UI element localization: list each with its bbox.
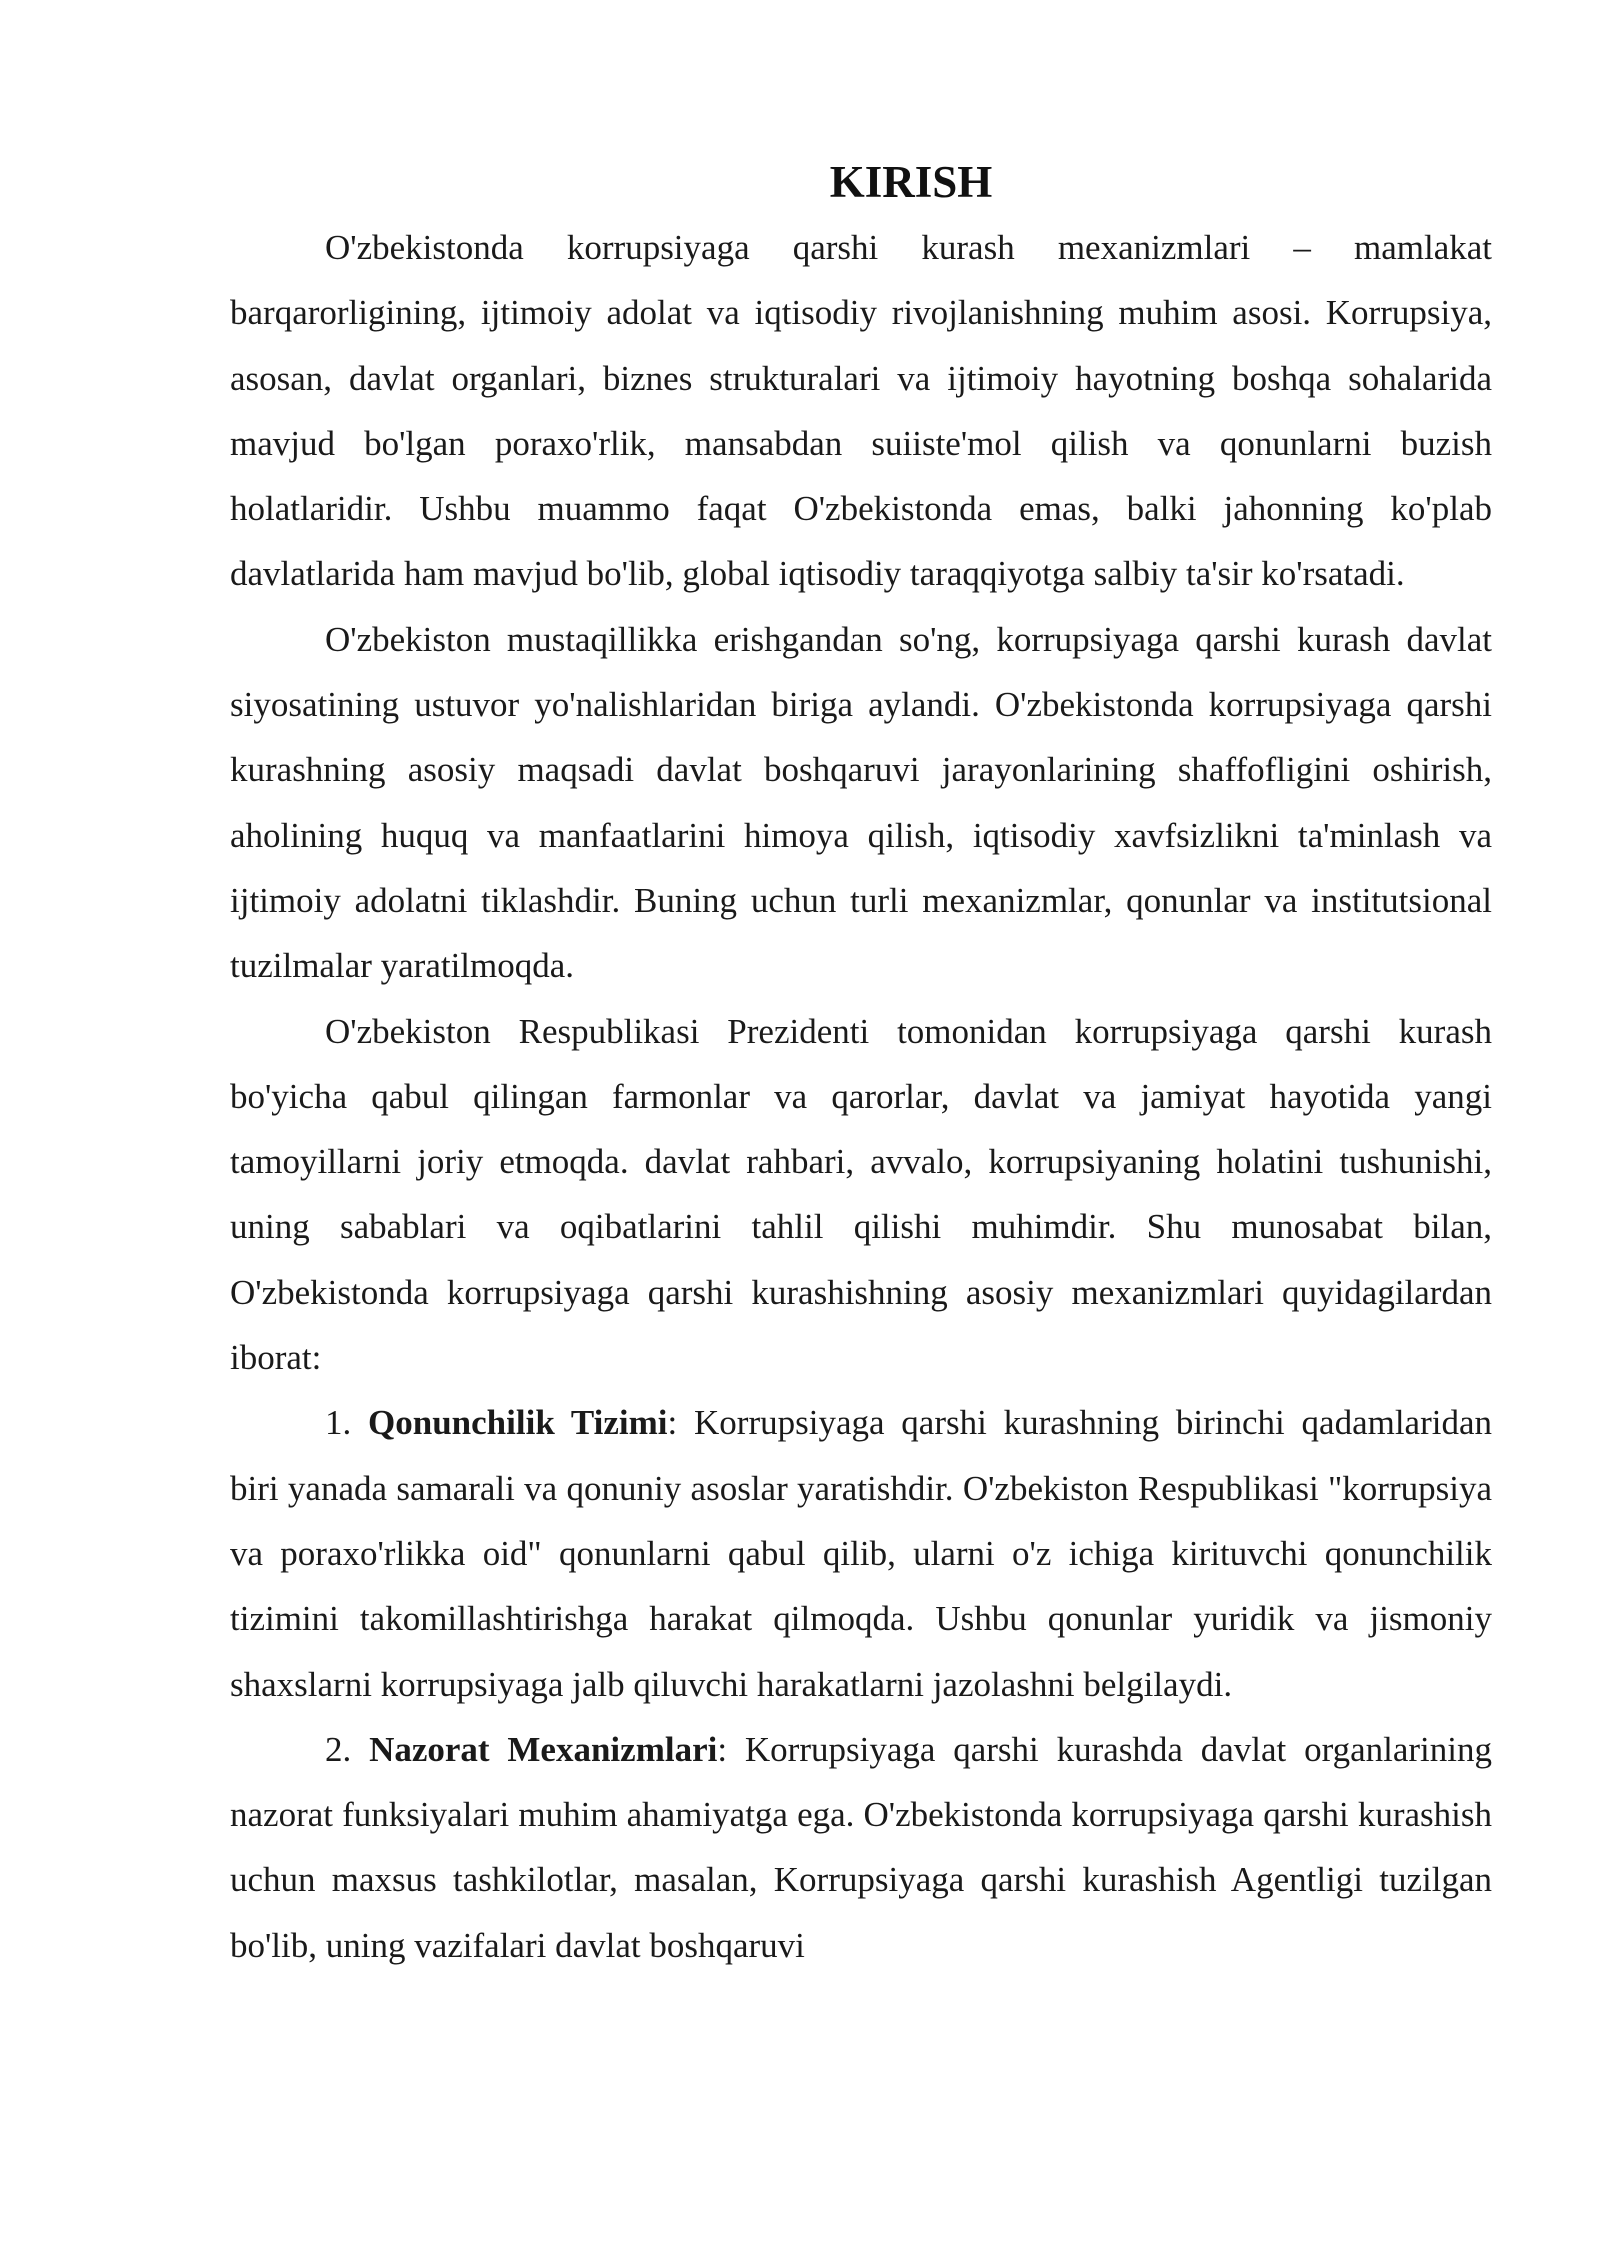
document-body xyxy=(230,150,1492,1978)
list-item-term: Qonunchilik Tizimi xyxy=(368,1403,668,1443)
list-item-separator: : xyxy=(717,1729,728,1769)
paragraph-intro: O'zbekistonda korrupsiyaga qarshi kurash mexanizmlari – mamlakat barqarorligining, ijtimoiy adolat va iqtisodiy rivojlanishning muhim asosi. Korrupsiya, asosan, davlat organlari, biznes strukturalari va ijtimoiy hayotning boshqa sohalarida mavjud bo'lgan poraxo'rlik, mansabdan suiiste'mol qilish va qonunlarni buzish holatlaridir. Ushbu muammo faqat O'zbekistonda emas, balki jahonning ko'plab davlatlarida ham mavjud bo'lib, global iqtisodiy taraqqiyotga salbiy ta'sir ko'rsatadi. xyxy=(230,228,1492,594)
list-item-text: Korrupsiyaga qarshi kurashda davlat organlarining nazorat funksiyalari muhim ahamiyatga ega. O'zbekistonda korrupsiyaga qarshi kurashish uchun maxsus tashkilotlar, masalan, Korrupsiyaga qarshi kurashish Agentligi tuzilgan bo'lib, uning vazifalari davlat boshqaruvi xyxy=(230,1729,1493,1965)
paragraph-independence: O'zbekiston mustaqillikka erishgandan so'ng, korrupsiyaga qarshi kurash davlat siyosatining ustuvor yo'nalishlaridan biriga aylandi. O'zbekistonda korrupsiyaga qarshi kurashning asosiy maqsadi davlat boshqaruvi jarayonlarining shaffofligini oshirish, aholining huquq va manfaatlarini himoya qilish, iqtisodiy xavfsizlikni ta'minlash va ijtimoiy adolatni tiklashdir. Buning uchun turli mexanizmlar, qonunlar va institutsional tuzilmalar yaratilmoqda. xyxy=(230,619,1492,986)
page-title: KIRISH xyxy=(829,157,993,207)
paragraph-president: O'zbekiston Respublikasi Prezidenti tomonidan korrupsiyaga qarshi kurash bo'yicha qabul qilingan farmonlar va qarorlar, davlat va jamiyat hayotida yangi tamoyillarni joriy etmoqda. davlat rahbari, avvalo, korrupsiyaning holatini tushunishi, uning sabablari va oqibatlarini tahlil qilishi muhimdir. Shu munosabat bilan, O'zbekistonda korrupsiyaga qarshi kurashishning asosiy mexanizmlari quyidagilardan iborat: xyxy=(230,1011,1492,1378)
list-item-term: Nazorat Mexanizmlari xyxy=(369,1729,718,1769)
list-item-number: 1. xyxy=(325,1403,352,1443)
list-item-text: Korrupsiyaga qarshi kurashning birinchi qadamlaridan biri yanada samarali va qonuniy asoslar yaratishdir. O'zbekiston Respublikasi "korrupsiya va poraxo'rlikka oid" qonunlarni qabul qilib, ularni o'z ichiga kirituvchi qonunchilik tizimini takomillashtirishga harakat qilmoqda. Ushbu qonunlar yuridik va jismoniy shaxslarni korrupsiyaga jalb qiluvchi harakatlarni jazolashni belgilaydi. xyxy=(230,1403,1493,1704)
list-item xyxy=(230,1717,1492,1978)
list-item-separator: : xyxy=(667,1403,678,1443)
list-item-number: 2. xyxy=(325,1729,352,1769)
list-item xyxy=(230,1390,1492,1716)
